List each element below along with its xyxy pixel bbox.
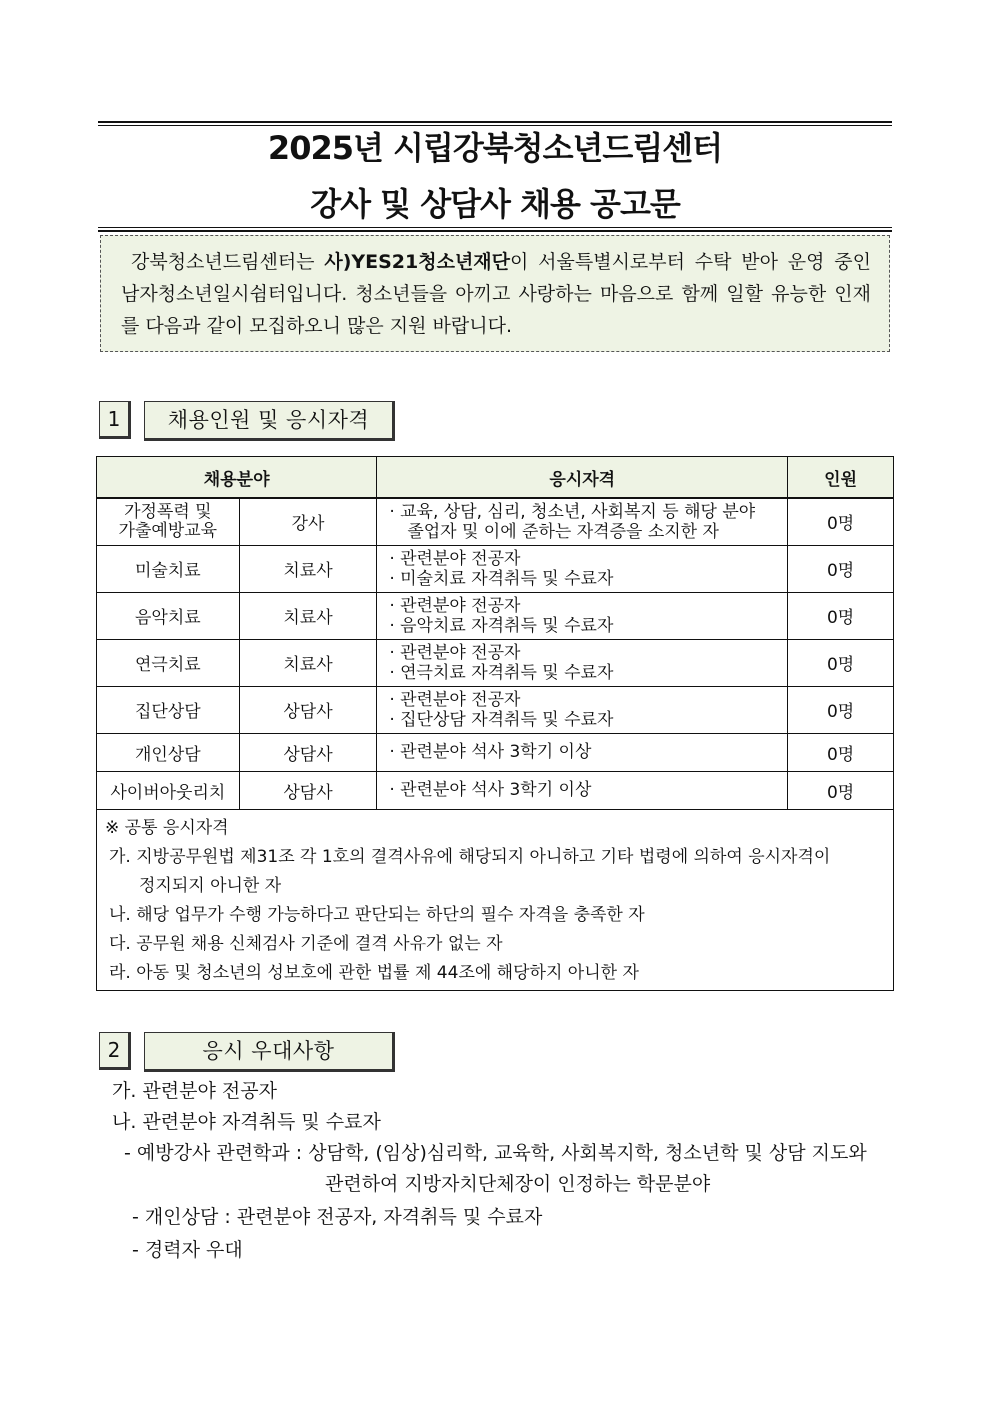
pref-dash-item-cont: 관련하여 지방자치단체장이 인정하는 학문분야 — [325, 1173, 711, 1195]
row-field: 가정폭력 및 가출예방교육 — [97, 498, 240, 545]
intro-text — [121, 246, 871, 342]
intro-org: 사)YES21청소년재단 — [324, 251, 511, 273]
section1-number: 1 — [99, 401, 131, 439]
row-role: 상담사 — [239, 771, 377, 809]
qual-line: · 미술치료 자격취득 및 수료자 — [389, 568, 614, 589]
row-field: 연극치료 — [97, 639, 240, 686]
row-role: 상담사 — [239, 686, 377, 733]
page-subtitle: 강사 및 상담사 채용 공고문 — [310, 185, 680, 223]
common-item-na: 나. 해당 업무가 수행 가능하다고 판단되는 하단의 필수 자격을 충족한 자 — [109, 904, 645, 925]
pref-item-ga: 가. 관련분야 전공자 — [112, 1080, 277, 1102]
pref-dash-item: - 개인상담 : 관련분야 전공자, 자격취득 및 수료자 — [132, 1206, 543, 1228]
section2-label: 응시 우대사항 — [144, 1032, 395, 1072]
table-header-row — [97, 457, 894, 499]
row-field: 미술치료 — [97, 545, 240, 592]
table-row — [97, 771, 894, 809]
qual-line: 졸업자 및 이에 준하는 자격증을 소지한 자 — [407, 521, 719, 542]
row-count: 0명 — [788, 498, 894, 545]
pref-dash-item: - 예방강사 관련학과 : 상담학, (임상)심리학, 교육학, 사회복지학, 청소년학 및 상담 지도와 — [124, 1142, 867, 1164]
row-count: 0명 — [788, 771, 894, 809]
row-qualification — [377, 686, 788, 733]
row-field: 집단상담 — [97, 686, 240, 733]
row-qualification — [377, 545, 788, 592]
row-role: 치료사 — [239, 639, 377, 686]
qual-line: · 교육, 상담, 심리, 청소년, 사회복지 등 해당 분야 — [389, 501, 756, 522]
intro-part2: 이 서울특별시로부터 수탁 받아 운영 중인 남자청소년일시쉼터입니다. 청소년들을 아끼고 사랑하는 마음으로 함께 일할 유능한 인재를 다음과 같이 모집하오니 많은 지원 바랍니다. — [121, 251, 871, 337]
title-block — [98, 121, 892, 232]
qual-line: · 관련분야 석사 3학기 이상 — [389, 742, 592, 762]
row-qualification — [377, 592, 788, 639]
row-count: 0명 — [788, 686, 894, 733]
pref-dash-item: - 경력자 우대 — [132, 1239, 243, 1261]
row-qualification — [377, 498, 788, 545]
row-qualification — [377, 639, 788, 686]
common-title: ※ 공통 응시자격 — [105, 817, 229, 838]
table-row — [97, 545, 894, 592]
row-count: 0명 — [788, 592, 894, 639]
recruit-table — [96, 456, 894, 991]
header-qualification: 응시자격 — [377, 457, 788, 499]
common-qualification — [97, 809, 894, 990]
header-field: 채용분야 — [97, 457, 377, 499]
qual-line: · 관련분야 전공자 — [389, 689, 521, 710]
preference-list — [112, 1076, 902, 1266]
qual-line: · 연극치료 자격취득 및 수료자 — [389, 662, 614, 683]
title-rule-top — [98, 121, 892, 126]
row-role: 치료사 — [239, 545, 377, 592]
row-count: 0명 — [788, 545, 894, 592]
row-field: 사이버아웃리치 — [97, 771, 240, 809]
section1-label: 채용인원 및 응시자격 — [144, 401, 395, 441]
row-role: 상담사 — [239, 733, 377, 771]
row-qualification — [377, 771, 788, 809]
table-row — [97, 639, 894, 686]
table-row — [97, 733, 894, 771]
common-item-da: 다. 공무원 채용 신체검사 기준에 결격 사유가 없는 자 — [109, 933, 503, 954]
intro-part1: 강북청소년드림센터는 — [131, 251, 325, 273]
row-count: 0명 — [788, 639, 894, 686]
table-row — [97, 498, 894, 545]
qual-line: · 집단상담 자격취득 및 수료자 — [389, 709, 614, 730]
common-item-ga: 가. 지방공무원법 제31조 각 1호의 결격사유에 해당되지 아니하고 기타 법령에 의하여 응시자격이 — [109, 846, 831, 867]
qual-line: · 관련분야 전공자 — [389, 548, 521, 569]
page-title: 2025년 시립강북청소년드림센터 — [267, 129, 723, 167]
pref-item-na: 나. 관련분야 자격취득 및 수료자 — [112, 1111, 381, 1133]
common-item-ra: 라. 아동 및 청소년의 성보호에 관한 법률 제 44조에 해당하지 아니한 자 — [109, 962, 639, 983]
row-count: 0명 — [788, 733, 894, 771]
row-qualification — [377, 733, 788, 771]
common-qualification-row — [97, 809, 894, 990]
qual-line: · 음악치료 자격취득 및 수료자 — [389, 615, 614, 636]
title-rule-bottom — [98, 227, 892, 232]
row-field: 개인상담 — [97, 733, 240, 771]
qual-line: · 관련분야 전공자 — [389, 642, 521, 663]
row-field: 음악치료 — [97, 592, 240, 639]
qual-line: · 관련분야 석사 3학기 이상 — [389, 780, 592, 800]
common-item-ga-cont: 정지되지 아니한 자 — [139, 875, 282, 896]
header-count: 인원 — [788, 457, 894, 499]
intro-box — [100, 235, 890, 352]
section2-number: 2 — [99, 1032, 131, 1070]
table-row — [97, 686, 894, 733]
row-role: 강사 — [239, 498, 377, 545]
qual-line: · 관련분야 전공자 — [389, 595, 521, 616]
row-role: 치료사 — [239, 592, 377, 639]
table-row — [97, 592, 894, 639]
